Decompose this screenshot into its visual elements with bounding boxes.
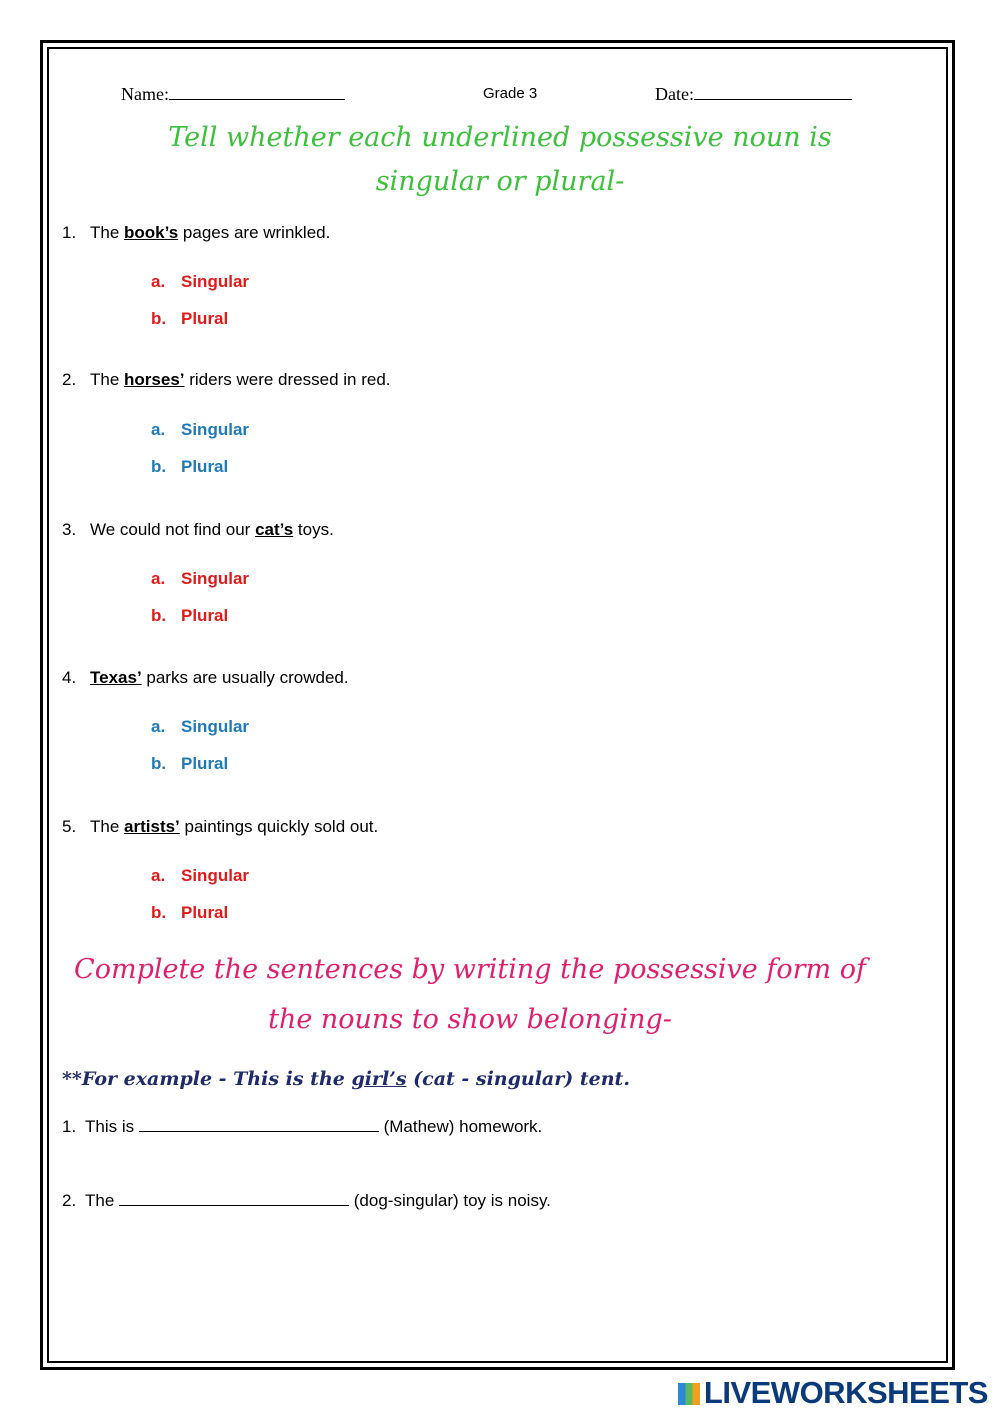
question-text-pre: We could not find our <box>90 520 256 539</box>
name-blank[interactable] <box>169 85 345 100</box>
option-label: a. <box>151 569 166 588</box>
example-text-post: (cat - singular) tent. <box>406 1068 630 1090</box>
q1-option-a[interactable] <box>151 272 249 292</box>
liveworksheets-logo <box>678 1375 988 1411</box>
question-text-pre: The <box>90 817 125 836</box>
question-text-post: riders were dressed in red. <box>184 370 391 389</box>
section2-title-line2: the nouns to show belonging- <box>268 1004 672 1035</box>
question-number: 1. <box>62 223 77 242</box>
option-text: Plural <box>181 606 229 625</box>
option-text: Singular <box>181 420 250 439</box>
question-2 <box>62 370 391 390</box>
q5-option-b[interactable] <box>151 903 228 923</box>
question-text-post: paintings quickly sold out. <box>179 817 379 836</box>
question-5 <box>62 817 378 837</box>
section1-title-line1: Tell whether each underlined possessive noun is <box>168 122 832 153</box>
question-text-post: pages are wrinkled. <box>178 223 331 242</box>
option-text: Plural <box>181 309 229 328</box>
question-number: 3. <box>62 520 77 539</box>
question-text-pre: The <box>90 370 125 389</box>
q4-option-b[interactable] <box>151 754 228 774</box>
option-label: a. <box>151 866 166 885</box>
fill-item-1 <box>62 1117 542 1137</box>
option-label: a. <box>151 272 166 291</box>
underlined-noun: horses’ <box>124 370 185 389</box>
option-label: b. <box>151 754 167 773</box>
item-text-post: (Mathew) homework. <box>378 1117 543 1136</box>
example-sentence <box>62 1068 630 1090</box>
q3-option-b[interactable] <box>151 606 228 626</box>
option-label: b. <box>151 903 167 922</box>
fill-item-2 <box>62 1191 551 1211</box>
option-label: a. <box>151 717 166 736</box>
option-label: b. <box>151 606 167 625</box>
option-text: Singular <box>181 272 250 291</box>
answer-blank[interactable] <box>139 1117 379 1132</box>
underlined-noun: artists’ <box>124 817 180 836</box>
date-field <box>655 84 852 105</box>
option-text: Singular <box>181 866 250 885</box>
q5-option-a[interactable] <box>151 866 249 886</box>
item-text-pre: This is <box>85 1117 139 1136</box>
q1-option-b[interactable] <box>151 309 228 329</box>
logo-text: LIVEWORKSHEETS <box>703 1375 988 1410</box>
option-label: b. <box>151 457 167 476</box>
name-field <box>121 84 345 105</box>
date-label: Date: <box>655 84 694 104</box>
underlined-noun: book’s <box>124 223 179 242</box>
item-text-pre: The <box>85 1191 120 1210</box>
item-text-post: (dog-singular) toy is noisy. <box>349 1191 551 1210</box>
page-border-inner <box>47 47 948 1363</box>
section1-title-line2: singular or plural- <box>375 166 625 197</box>
question-number: 2. <box>62 370 77 389</box>
question-text-post: parks are usually crowded. <box>141 668 349 687</box>
example-possessive: girl’s <box>351 1068 407 1090</box>
option-label: b. <box>151 309 167 328</box>
question-4 <box>62 668 349 688</box>
q3-option-a[interactable] <box>151 569 249 589</box>
option-label: a. <box>151 420 166 439</box>
item-number: 1. <box>62 1117 77 1136</box>
item-number: 2. <box>62 1191 77 1210</box>
liveworksheets-icon <box>678 1383 700 1405</box>
option-text: Plural <box>181 754 229 773</box>
option-text: Singular <box>181 569 250 588</box>
underlined-noun: cat’s <box>255 520 294 539</box>
option-text: Plural <box>181 457 229 476</box>
underlined-noun: Texas’ <box>90 668 142 687</box>
option-text: Plural <box>181 903 229 922</box>
example-text-pre: **For example - This is the <box>62 1068 352 1090</box>
section2-title-line1: Complete the sentences by writing the possessive form of <box>74 954 866 985</box>
q4-option-a[interactable] <box>151 717 249 737</box>
grade-label: Grade 3 <box>483 85 538 102</box>
question-number: 4. <box>62 668 77 687</box>
question-text-post: toys. <box>293 520 334 539</box>
q2-option-a[interactable] <box>151 420 249 440</box>
q2-option-b[interactable] <box>151 457 228 477</box>
option-text: Singular <box>181 717 250 736</box>
date-blank[interactable] <box>694 85 852 100</box>
question-text-pre: The <box>90 223 125 242</box>
question-3 <box>62 520 334 540</box>
question-1 <box>62 223 330 243</box>
name-label: Name: <box>121 84 169 104</box>
question-number: 5. <box>62 817 77 836</box>
answer-blank[interactable] <box>119 1191 349 1206</box>
